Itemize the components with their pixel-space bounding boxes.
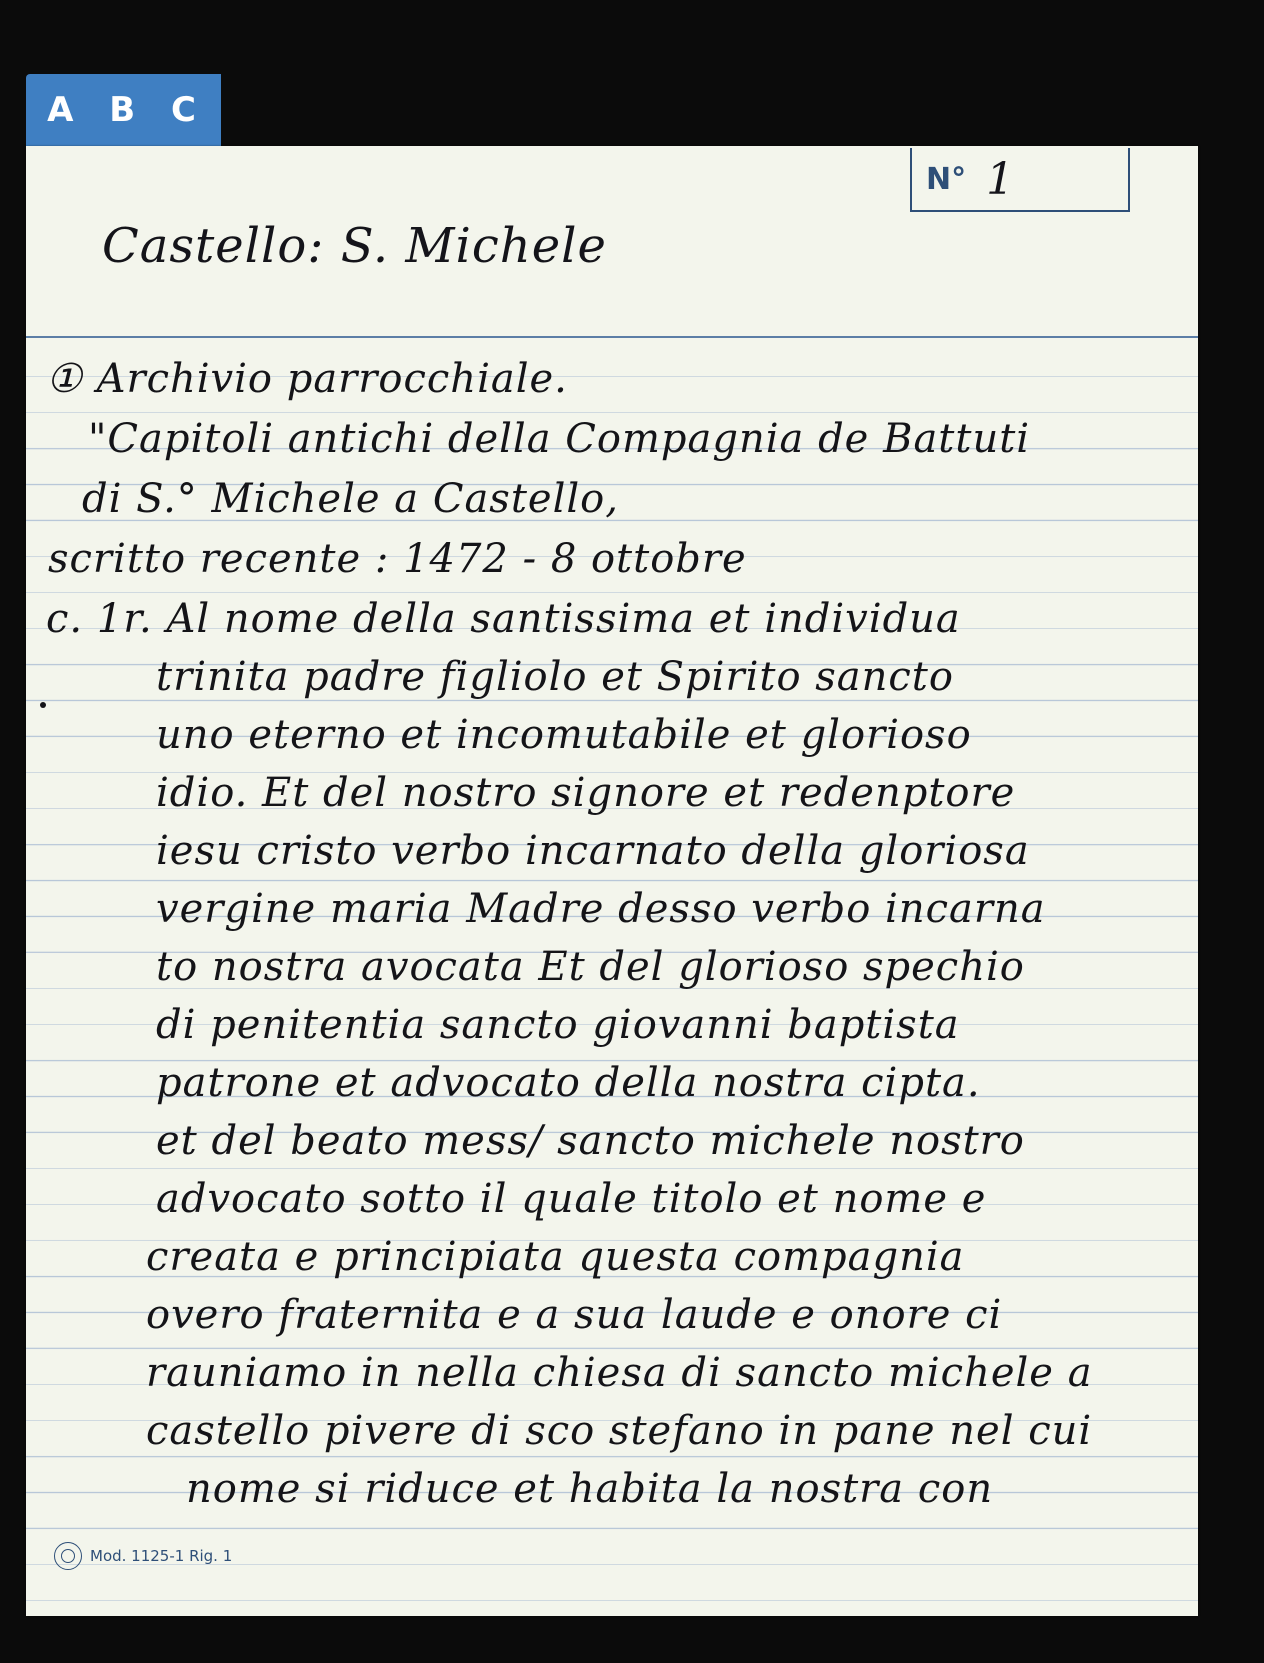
- text-line: ① Archivio parrocchiale.: [46, 356, 568, 402]
- text-line: advocato sotto il quale titolo et nome e: [156, 1176, 987, 1222]
- text-line: castello pivere di sco stefano in pane nel cui: [146, 1408, 1093, 1454]
- text-line: to nostra avocata Et del glorioso spechio: [156, 944, 1025, 990]
- text-line: di S.° Michele a Castello,: [82, 476, 619, 522]
- number-label: N°: [926, 161, 967, 197]
- number-value: 1: [986, 153, 1015, 205]
- text-line: di penitentia sancto giovanni baptista: [156, 1002, 960, 1048]
- text-line: trinita padre figliolo et Spirito sancto: [156, 654, 954, 700]
- index-card: [26, 146, 1198, 1616]
- text-line: nome si riduce et habita la nostra con: [186, 1466, 994, 1512]
- number-box: [910, 148, 1130, 212]
- text-line: uno eterno et incomutabile et glorioso: [156, 712, 972, 758]
- form-model-code: Mod. 1125-1 Rig. 1: [90, 1547, 233, 1565]
- margin-dot: [40, 702, 46, 708]
- text-line: vergine maria Madre desso verbo incarna: [156, 886, 1046, 932]
- card-title: Castello: S. Michele: [102, 218, 607, 274]
- text-line: c. 1r. Al nome della santissima et individua: [46, 596, 961, 642]
- text-line: scritto recente : 1472 - 8 ottobre: [48, 536, 747, 582]
- card-header: [26, 146, 1198, 338]
- text-line: overo fraternita e a sua laude e onore ci: [146, 1292, 1003, 1338]
- publisher-logo-icon: [54, 1542, 82, 1570]
- tab-label: A B C: [47, 90, 208, 130]
- index-tab: [26, 74, 221, 146]
- text-line: rauniamo in nella chiesa di sancto michele a: [146, 1350, 1093, 1396]
- text-line: et del beato mess/ sancto michele nostro: [156, 1118, 1025, 1164]
- text-line: idio. Et del nostro signore et redenptore: [156, 770, 1016, 816]
- text-line: creata e principiata questa compagnia: [146, 1234, 965, 1280]
- text-line: patrone et advocato della nostra cipta.: [156, 1060, 981, 1106]
- text-line: iesu cristo verbo incarnato della gloriosa: [156, 828, 1030, 874]
- card-footer: [54, 1542, 232, 1570]
- text-line: "Capitoli antichi della Compagnia de Battuti: [88, 416, 1031, 462]
